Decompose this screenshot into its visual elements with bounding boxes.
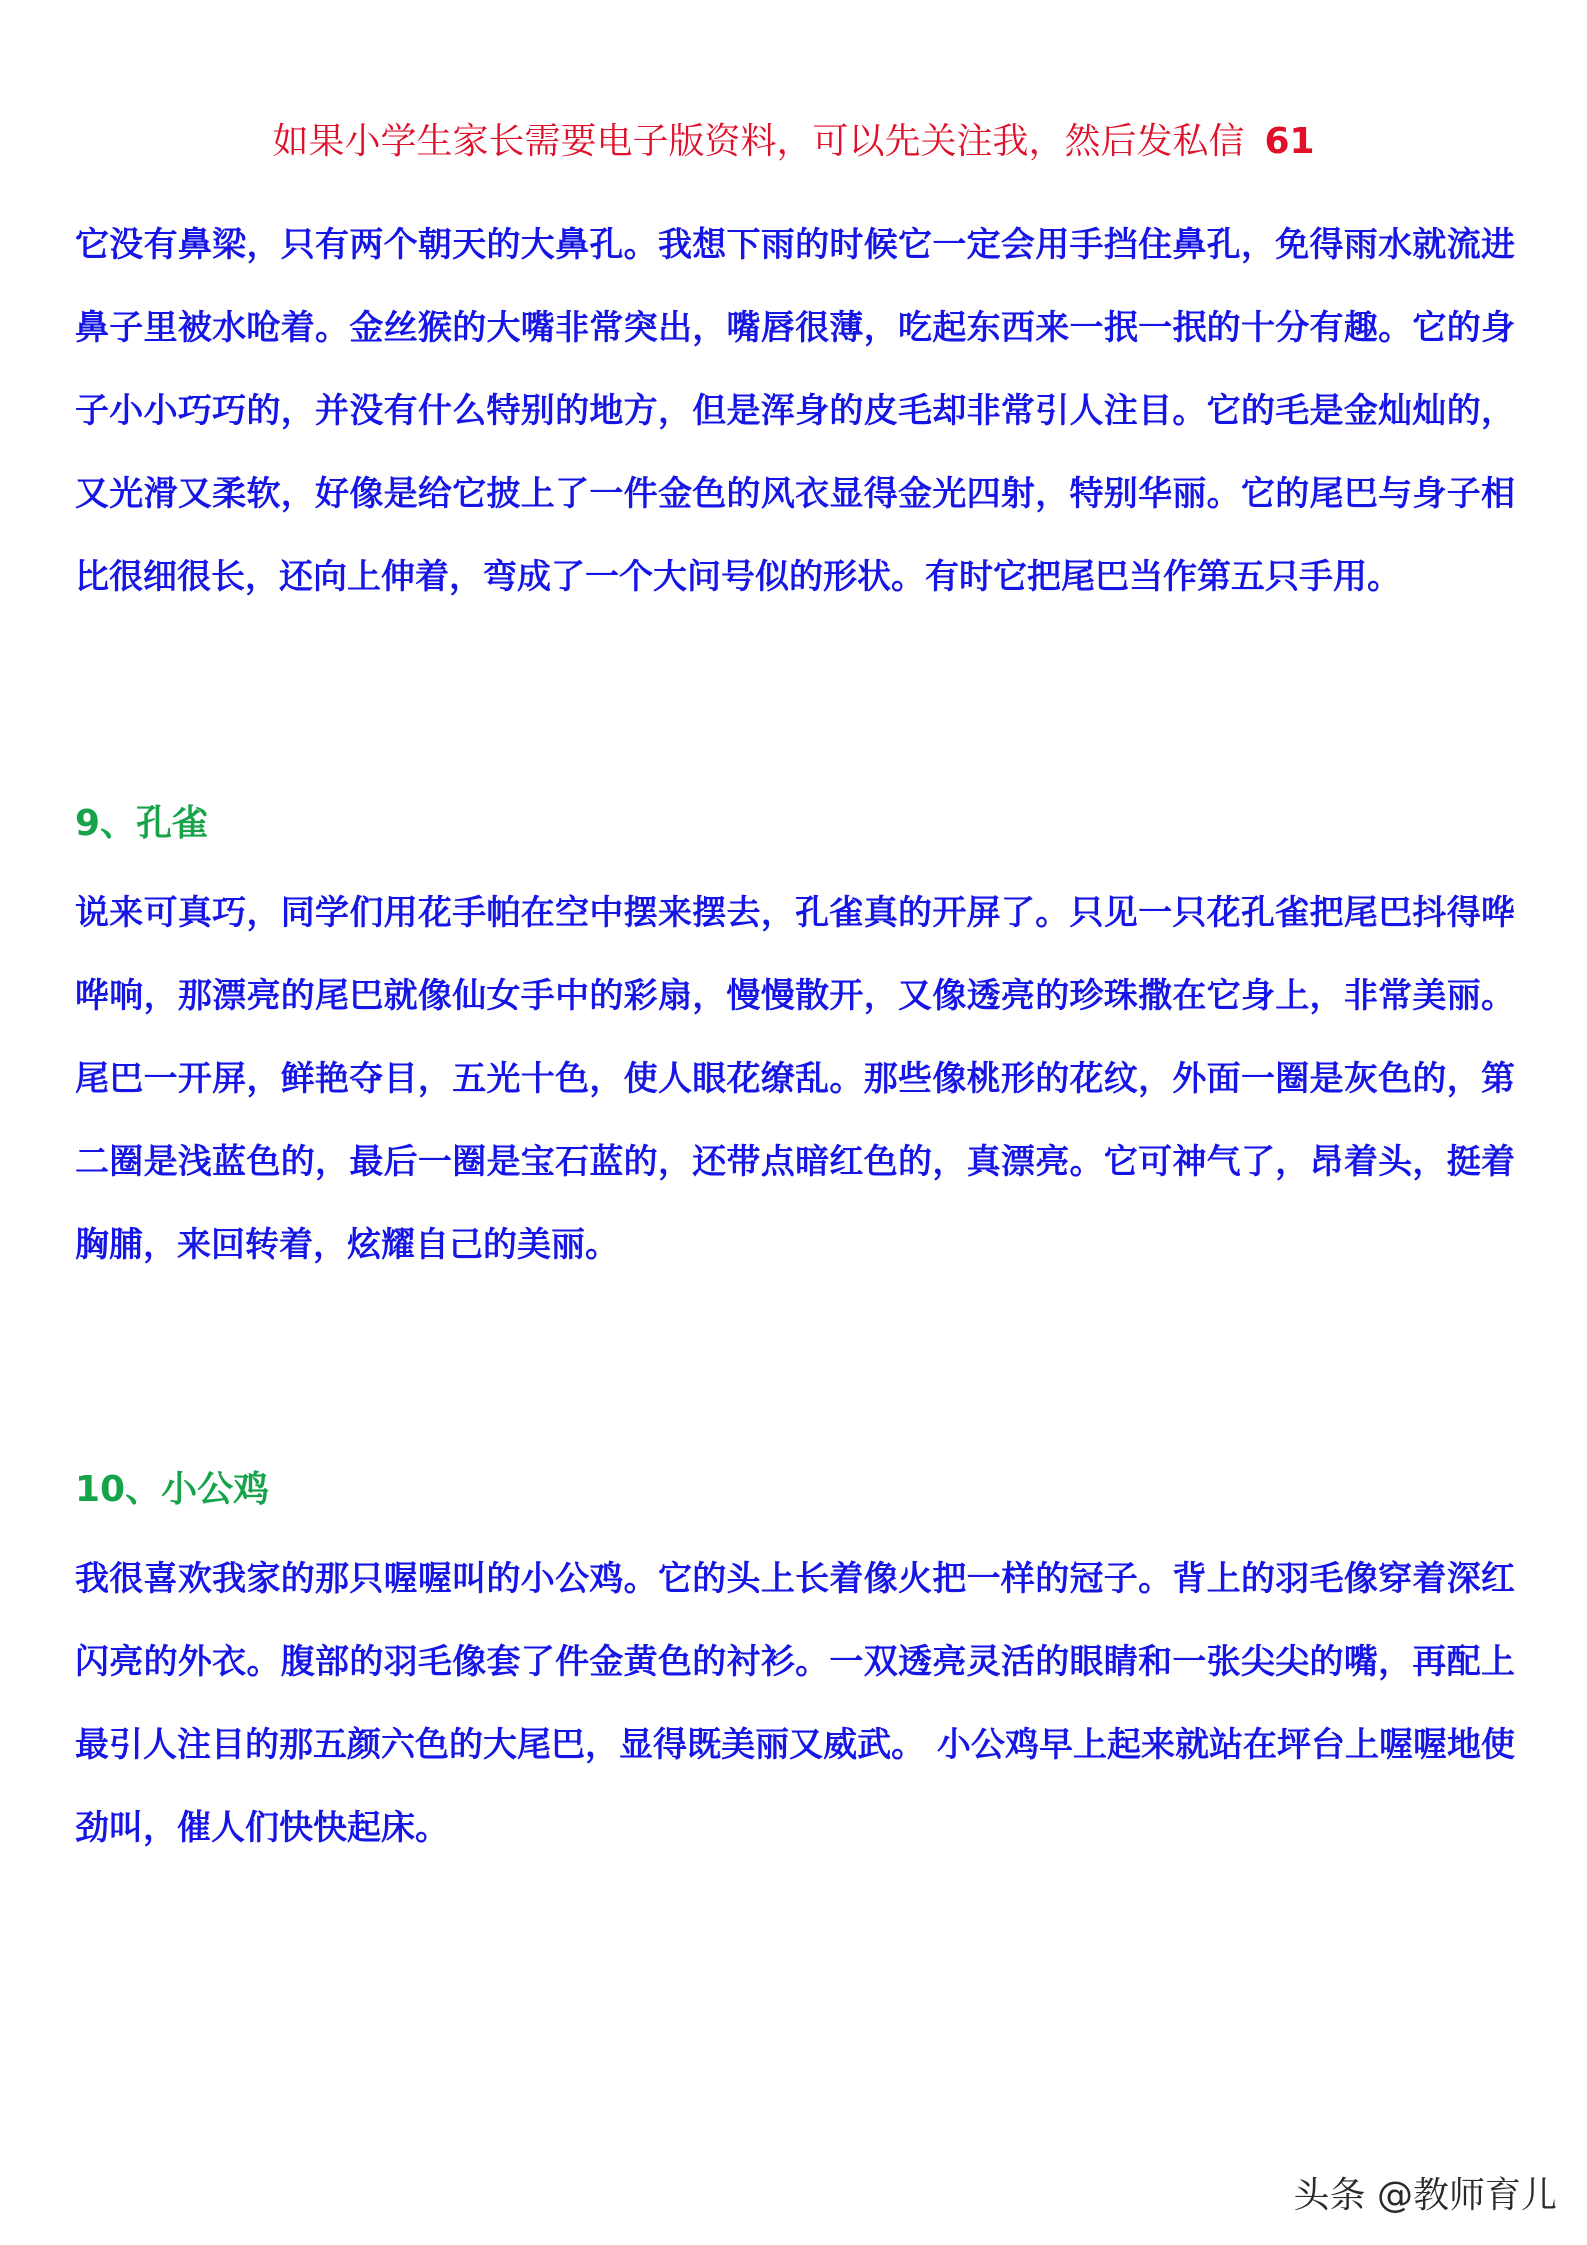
section-heading-peacock: 9、孔雀 <box>75 803 209 844</box>
header-banner <box>0 118 1587 166</box>
header-banner-text: 如果小学生家长需要电子版资料，可以先关注我，然后发私信 <box>272 121 1245 162</box>
paragraph-golden-monkey: 它没有鼻梁，只有两个朝天的大鼻孔。我想下雨的时候它一定会用手挡住鼻孔，免得雨水就流进鼻子里被水呛着。金丝猴的大嘴非常突出，嘴唇很薄，吃起东西来一抿一抿的十分有趣。它的身子小小巧巧的，并没有什么特别的地方，但是浑身的皮毛却非常引人注目。它的毛是金灿灿的，又光滑又柔软，好像是给它披上了一件金色的风衣显得金光四射，特别华丽。它的尾巴与身子相比很细很长，还向上伸着，弯成了一个大问号似的形状。有时它把尾巴当作第五只手用。 <box>75 225 1515 597</box>
watermark: 头条 @教师育儿 <box>1293 2175 1557 2216</box>
paragraph-rooster: 我很喜欢我家的那只喔喔叫的小公鸡。它的头上长着像火把一样的冠子。背上的羽毛像穿着深红闪亮的外衣。腹部的羽毛像套了件金黄色的衬衫。一双透亮灵活的眼睛和一张尖尖的嘴，再配上最引人注目的那五颜六色的大尾巴，显得既美丽又威武。 小公鸡早上起来就站在坪台上喔喔地使劲叫，催人们快快起床。 <box>75 1559 1515 1848</box>
page-number: 61 <box>1264 121 1315 162</box>
section-heading-rooster: 10、小公鸡 <box>75 1469 270 1510</box>
paragraph-peacock: 说来可真巧，同学们用花手帕在空中摆来摆去，孔雀真的开屏了。只见一只花孔雀把尾巴抖得哗哗响，那漂亮的尾巴就像仙女手中的彩扇，慢慢散开，又像透亮的珍珠撒在它身上，非常美丽。尾巴一开屏，鲜艳夺目，五光十色，使人眼花缭乱。那些像桃形的花纹，外面一圈是灰色的，第二圈是浅蓝色的，最后一圈是宝石蓝的，还带点暗红色的，真漂亮。它可神气了，昂着头，挺着胸脯，来回转着，炫耀自己的美丽。 <box>75 893 1515 1265</box>
